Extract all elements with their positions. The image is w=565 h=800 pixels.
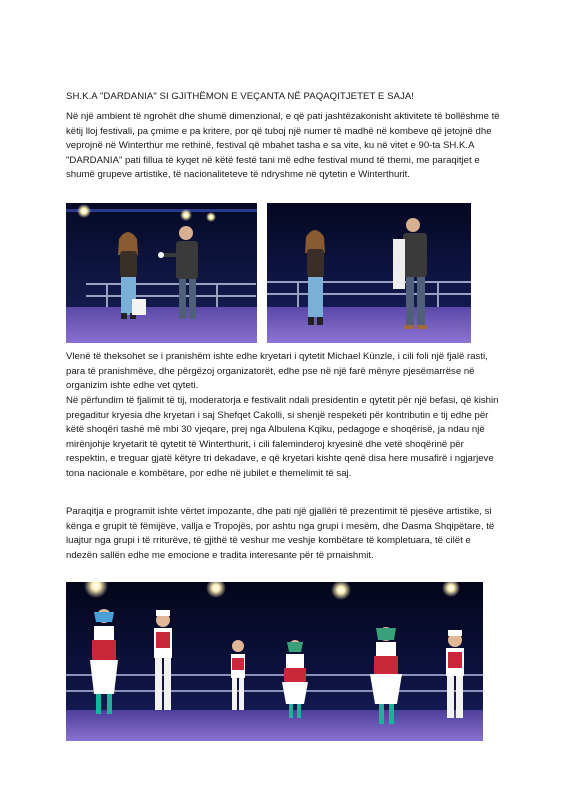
article-title: SH.K.A "DARDANIA" SI GJITHËMON E VEÇANTA NË PAQAQITJETET E SAJA! xyxy=(66,91,414,102)
paragraph-award: Në përfundim të fjalimit të tij, moderatorja e festivalit ndali presidentin e qytetit për një befasi, që kishin pregaditur kryesia dhe kryetari i saj Shefqet Cakolli, si shenjë respeketi për kontributin e tij edhe për këtë shoqëri tashë më mbi 30 vjeqare, prej nga Albulena Kqiku, pedagoge e shoqërisë, ja ndau një mirënjohje kryetarit të qytetit të Winterthurit, i cili faleminderoj kryesinë dhe vetë shoqërinë për respektin, e treguar gjatë këtyre tri dekadave, e që kryetari kishte qenë disa here musafirë i ngjarjeve tona nacionale e kombëtare, por edhe në jubilet e themelimit të saj. xyxy=(66,395,499,479)
paragraph-program: Paraqitja e programit ishte vërtet impozante, dhe pati një gjallëri të prezentimit të pjesëve artistike, si kënga e grupit të fëmijëve, vallja e Tropojës, por ashtu nga grupi i mesëm, dhe Dasma Shqipëtare, të luajtur nga grupi i të rriturëve, të gjithë të veshur me veshje kombëtare të kompletuara, të cilët e ndezën sallën edhe me emocione e tradita interesante për të prnaishmit. xyxy=(66,506,495,561)
photo-folk-dance-children xyxy=(66,582,483,741)
photo-award-presentation-1 xyxy=(66,203,257,343)
paragraph-mayor: Vlenë të theksohet se i pranishëm ishte edhe kryetari i qytetit Michael Künzle, i cili foli një fjalë rasti, para të pranishmëve, dhe përgëzoj organizatorët, edhe pse në një farë mënyre pjesëmarrëse në organizim ishte edhe vet qyteti. xyxy=(66,351,488,392)
paragraph-intro: Në një ambient të ngrohët dhe shumë dimenzional, e që pati jashtëzakonisht aktivitete të bollëshme të këtij lloj festivali, pa çmime e pa kritere, por që tuboj një numer të madhë në kombeve që jetojnë dhe veprojnë në Winterthur me rethinë, festival që mbahet tasha e sa vite, ku në vitet e 90-ta SH.K.A "DARDANIA" pati fillua të kyqet në këtë festë tani më edhe festival mund të themi, me paraqitjet e shumë grupeve artistike, të nacionaliteteve të ndryshme në qytetin e Winterthurit. xyxy=(66,111,500,181)
photo-award-presentation-2 xyxy=(267,203,471,343)
